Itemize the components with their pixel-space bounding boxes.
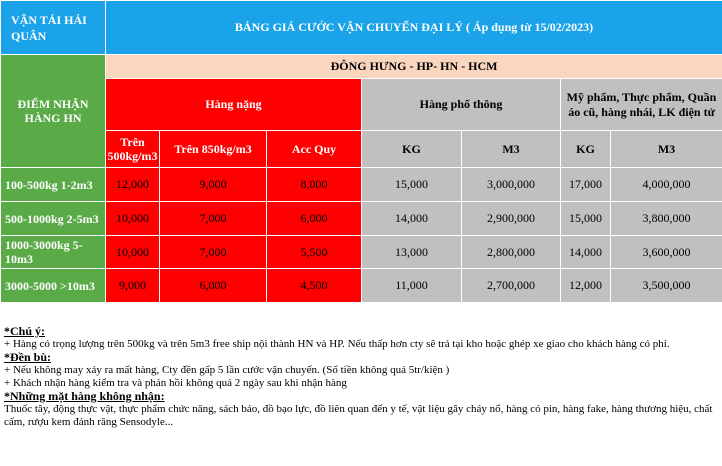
pickup-point-label: ĐIỂM NHẬN HÀNG HN <box>1 55 106 168</box>
price-cell: 11,000 <box>362 269 462 303</box>
price-cell: 4,500 <box>267 269 362 303</box>
price-cell: 3,000,000 <box>462 168 561 202</box>
price-cell: 5,500 <box>267 236 362 269</box>
notes-section <box>4 325 718 429</box>
table-title: BẢNG GIÁ CƯỚC VẬN CHUYỂN ĐẠI LÝ ( Áp dụng từ 15/02/2023) <box>106 1 722 55</box>
sub-over-500: Trên 500kg/m3 <box>106 131 160 168</box>
price-cell: 15,000 <box>561 202 611 236</box>
price-cell: 7,000 <box>160 236 267 269</box>
refused-goods-heading: *Những mặt hàng không nhận: <box>4 389 165 403</box>
sub-general-m3: M3 <box>462 131 561 168</box>
table-row <box>1 202 722 236</box>
group-general: Hàng phổ thông <box>362 79 561 131</box>
row-label: 3000-5000 >10m3 <box>1 269 106 303</box>
table-row <box>1 269 722 303</box>
note-heading: *Chú ý: <box>4 324 46 338</box>
price-cell: 14,000 <box>561 236 611 269</box>
sub-general-kg: KG <box>362 131 462 168</box>
price-cell: 9,000 <box>160 168 267 202</box>
price-cell: 17,000 <box>561 168 611 202</box>
compensation-loss: + Nếu không may xảy ra mất hàng, Cty đền gấp 5 lần cước vận chuyển. (Số tiền không quá 5tr/kiện ) <box>4 364 450 376</box>
sub-cosmetic-m3: M3 <box>611 131 722 168</box>
company-name: VẬN TẢI HẢI QUÂN <box>1 1 106 55</box>
price-cell: 12,000 <box>106 168 160 202</box>
compensation-check: + Khách nhận hàng kiểm tra và phản hồi không quá 2 ngày sau khi nhận hàng <box>4 377 347 389</box>
price-cell: 2,900,000 <box>462 202 561 236</box>
price-cell: 15,000 <box>362 168 462 202</box>
price-cell: 2,800,000 <box>462 236 561 269</box>
price-cell: 3,500,000 <box>611 269 722 303</box>
price-cell: 14,000 <box>362 202 462 236</box>
route-label: ĐÔNG HƯNG - HP- HN - HCM <box>106 55 722 79</box>
price-cell: 9,000 <box>106 269 160 303</box>
price-cell: 7,000 <box>160 202 267 236</box>
row-label: 100-500kg 1-2m3 <box>1 168 106 202</box>
row-label: 500-1000kg 2-5m3 <box>1 202 106 236</box>
price-cell: 3,600,000 <box>611 236 722 269</box>
sub-over-850: Trên 850kg/m3 <box>160 131 267 168</box>
price-cell: 12,000 <box>561 269 611 303</box>
group-cosmetic: Mỹ phẩm, Thực phẩm, Quần áo cũ, hàng nhái, LK điện tử <box>561 79 722 131</box>
price-cell: 2,700,000 <box>462 269 561 303</box>
sub-cosmetic-kg: KG <box>561 131 611 168</box>
price-cell: 6,000 <box>160 269 267 303</box>
compensation-heading: *Đền bù: <box>4 350 52 364</box>
group-heavy: Hàng nặng <box>106 79 362 131</box>
row-label: 1000-3000kg 5-10m3 <box>1 236 106 269</box>
table-row <box>1 168 722 202</box>
price-cell: 3,800,000 <box>611 202 722 236</box>
table-row <box>1 236 722 269</box>
refused-goods-list: Thuốc tây, động thực vật, thực phẩm chức năng, sách báo, đồ bạo lực, đồ liên quan đến y tế, vật liệu gây cháy nổ, hàng có pin, hàng fake, hàng thương hiệu, chất cấm, rượu kem đánh răng Sensodyle... <box>4 403 713 428</box>
price-cell: 10,000 <box>106 202 160 236</box>
price-cell: 4,000,000 <box>611 168 722 202</box>
price-cell: 8,000 <box>267 168 362 202</box>
price-cell: 10,000 <box>106 236 160 269</box>
note-free-ship: + Hàng có trọng lượng trên 500kg và trên 5m3 free ship nội thành HN và HP. Nếu thấp hơn cty sẽ trả tại kho hoặc ghép xe giao cho khách hàng có phí. <box>4 338 670 350</box>
price-cell: 13,000 <box>362 236 462 269</box>
sub-battery: Acc Quy <box>267 131 362 168</box>
price-cell: 6,000 <box>267 202 362 236</box>
